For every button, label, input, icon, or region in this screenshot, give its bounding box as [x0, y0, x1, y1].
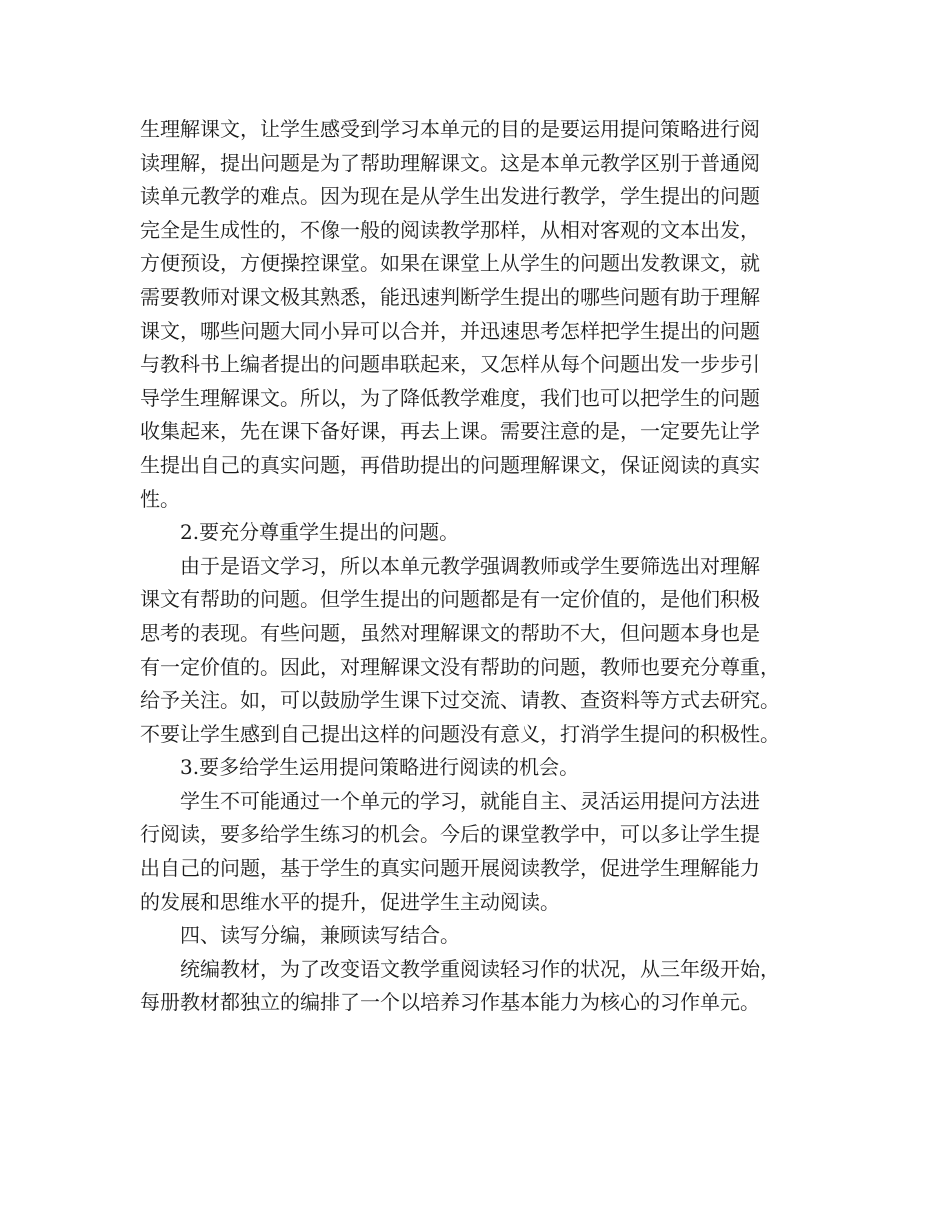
text-line: 出自己的问题，基于学生的真实问题开展阅读教学，促进学生理解能力	[140, 856, 760, 881]
text-line: 行阅读，要多给学生练习的机会。今后的课堂教学中，可以多让学生提	[140, 822, 760, 847]
text-line: 2.要充分尊重学生提出的问题。	[180, 520, 460, 545]
text-line: 方便预设，方便操控课堂。如果在课堂上从学生的问题出发教课文，就	[140, 251, 760, 276]
text-line: 性。	[140, 486, 180, 511]
text-line: 读理解，提出问题是为了帮助理解课文。这是本单元教学区别于普通阅	[140, 150, 760, 175]
text-line: 导学生理解课文。所以，为了降低教学难度，我们也可以把学生的问题	[140, 385, 760, 410]
text-line: 的发展和思维水平的提升，促进学生主动阅读。	[140, 889, 560, 914]
text-line: 四、读写分编，兼顾读写结合。	[180, 923, 460, 948]
body-paragraph	[140, 113, 816, 516]
text-line: 不要让学生感到自己提出这样的问题没有意义，打消学生提问的积极性。	[140, 721, 780, 746]
text-line: 学生不可能通过一个单元的学习，就能自主、灵活运用提问方法进	[180, 788, 760, 813]
text-line: 课文，哪些问题大同小异可以合并，并迅速思考怎样把学生提出的问题	[140, 318, 760, 343]
body-paragraph	[140, 550, 816, 752]
text-line: 读单元教学的难点。因为现在是从学生出发进行教学，学生提出的问题	[140, 184, 760, 209]
text-line: 收集起来，先在课下备好课，再去上课。需要注意的是，一定要先让学	[140, 419, 760, 444]
text-line: 给予关注。如，可以鼓励学生课下过交流、请教、查资料等方式去研究。	[140, 688, 780, 713]
text-line: 课文有帮助的问题。但学生提出的问题都是有一定价值的，是他们积极	[140, 587, 760, 612]
text-line: 生理解课文，让学生感受到学习本单元的目的是要运用提问策略进行阅	[140, 117, 760, 141]
text-line: 与教科书上编者提出的问题串联起来，又怎样从每个问题出发一步步引	[140, 352, 760, 377]
text-line: 完全是生成性的，不像一般的阅读教学那样，从相对客观的文本出发，	[140, 217, 760, 242]
text-line: 需要教师对课文极其熟悉，能迅速判断学生提出的哪些问题有助于理解	[140, 284, 760, 309]
body-paragraph	[140, 785, 816, 919]
text-line: 每册教材都独立的编排了一个以培养习作基本能力为核心的习作单元。	[140, 990, 760, 1015]
text-line: 有一定价值的。因此，对理解课文没有帮助的问题，教师也要充分尊重，	[140, 654, 780, 679]
document-body	[140, 113, 816, 1020]
text-line: 生提出自己的真实问题，再借助提出的问题理解课文，保证阅读的真实	[140, 452, 760, 477]
section-heading	[140, 919, 816, 953]
section-heading	[140, 516, 816, 550]
text-line: 思考的表现。有些问题，虽然对理解课文的帮助不大，但问题本身也是	[140, 620, 760, 645]
body-paragraph	[140, 953, 816, 1020]
section-heading	[140, 751, 816, 785]
text-line: 统编教材，为了改变语文教学重阅读轻习作的状况，从三年级开始，	[180, 956, 780, 981]
text-line: 由于是语文学习，所以本单元教学强调教师或学生要筛选出对理解	[180, 553, 760, 578]
text-line: 3.要多给学生运用提问策略进行阅读的机会。	[180, 755, 580, 780]
